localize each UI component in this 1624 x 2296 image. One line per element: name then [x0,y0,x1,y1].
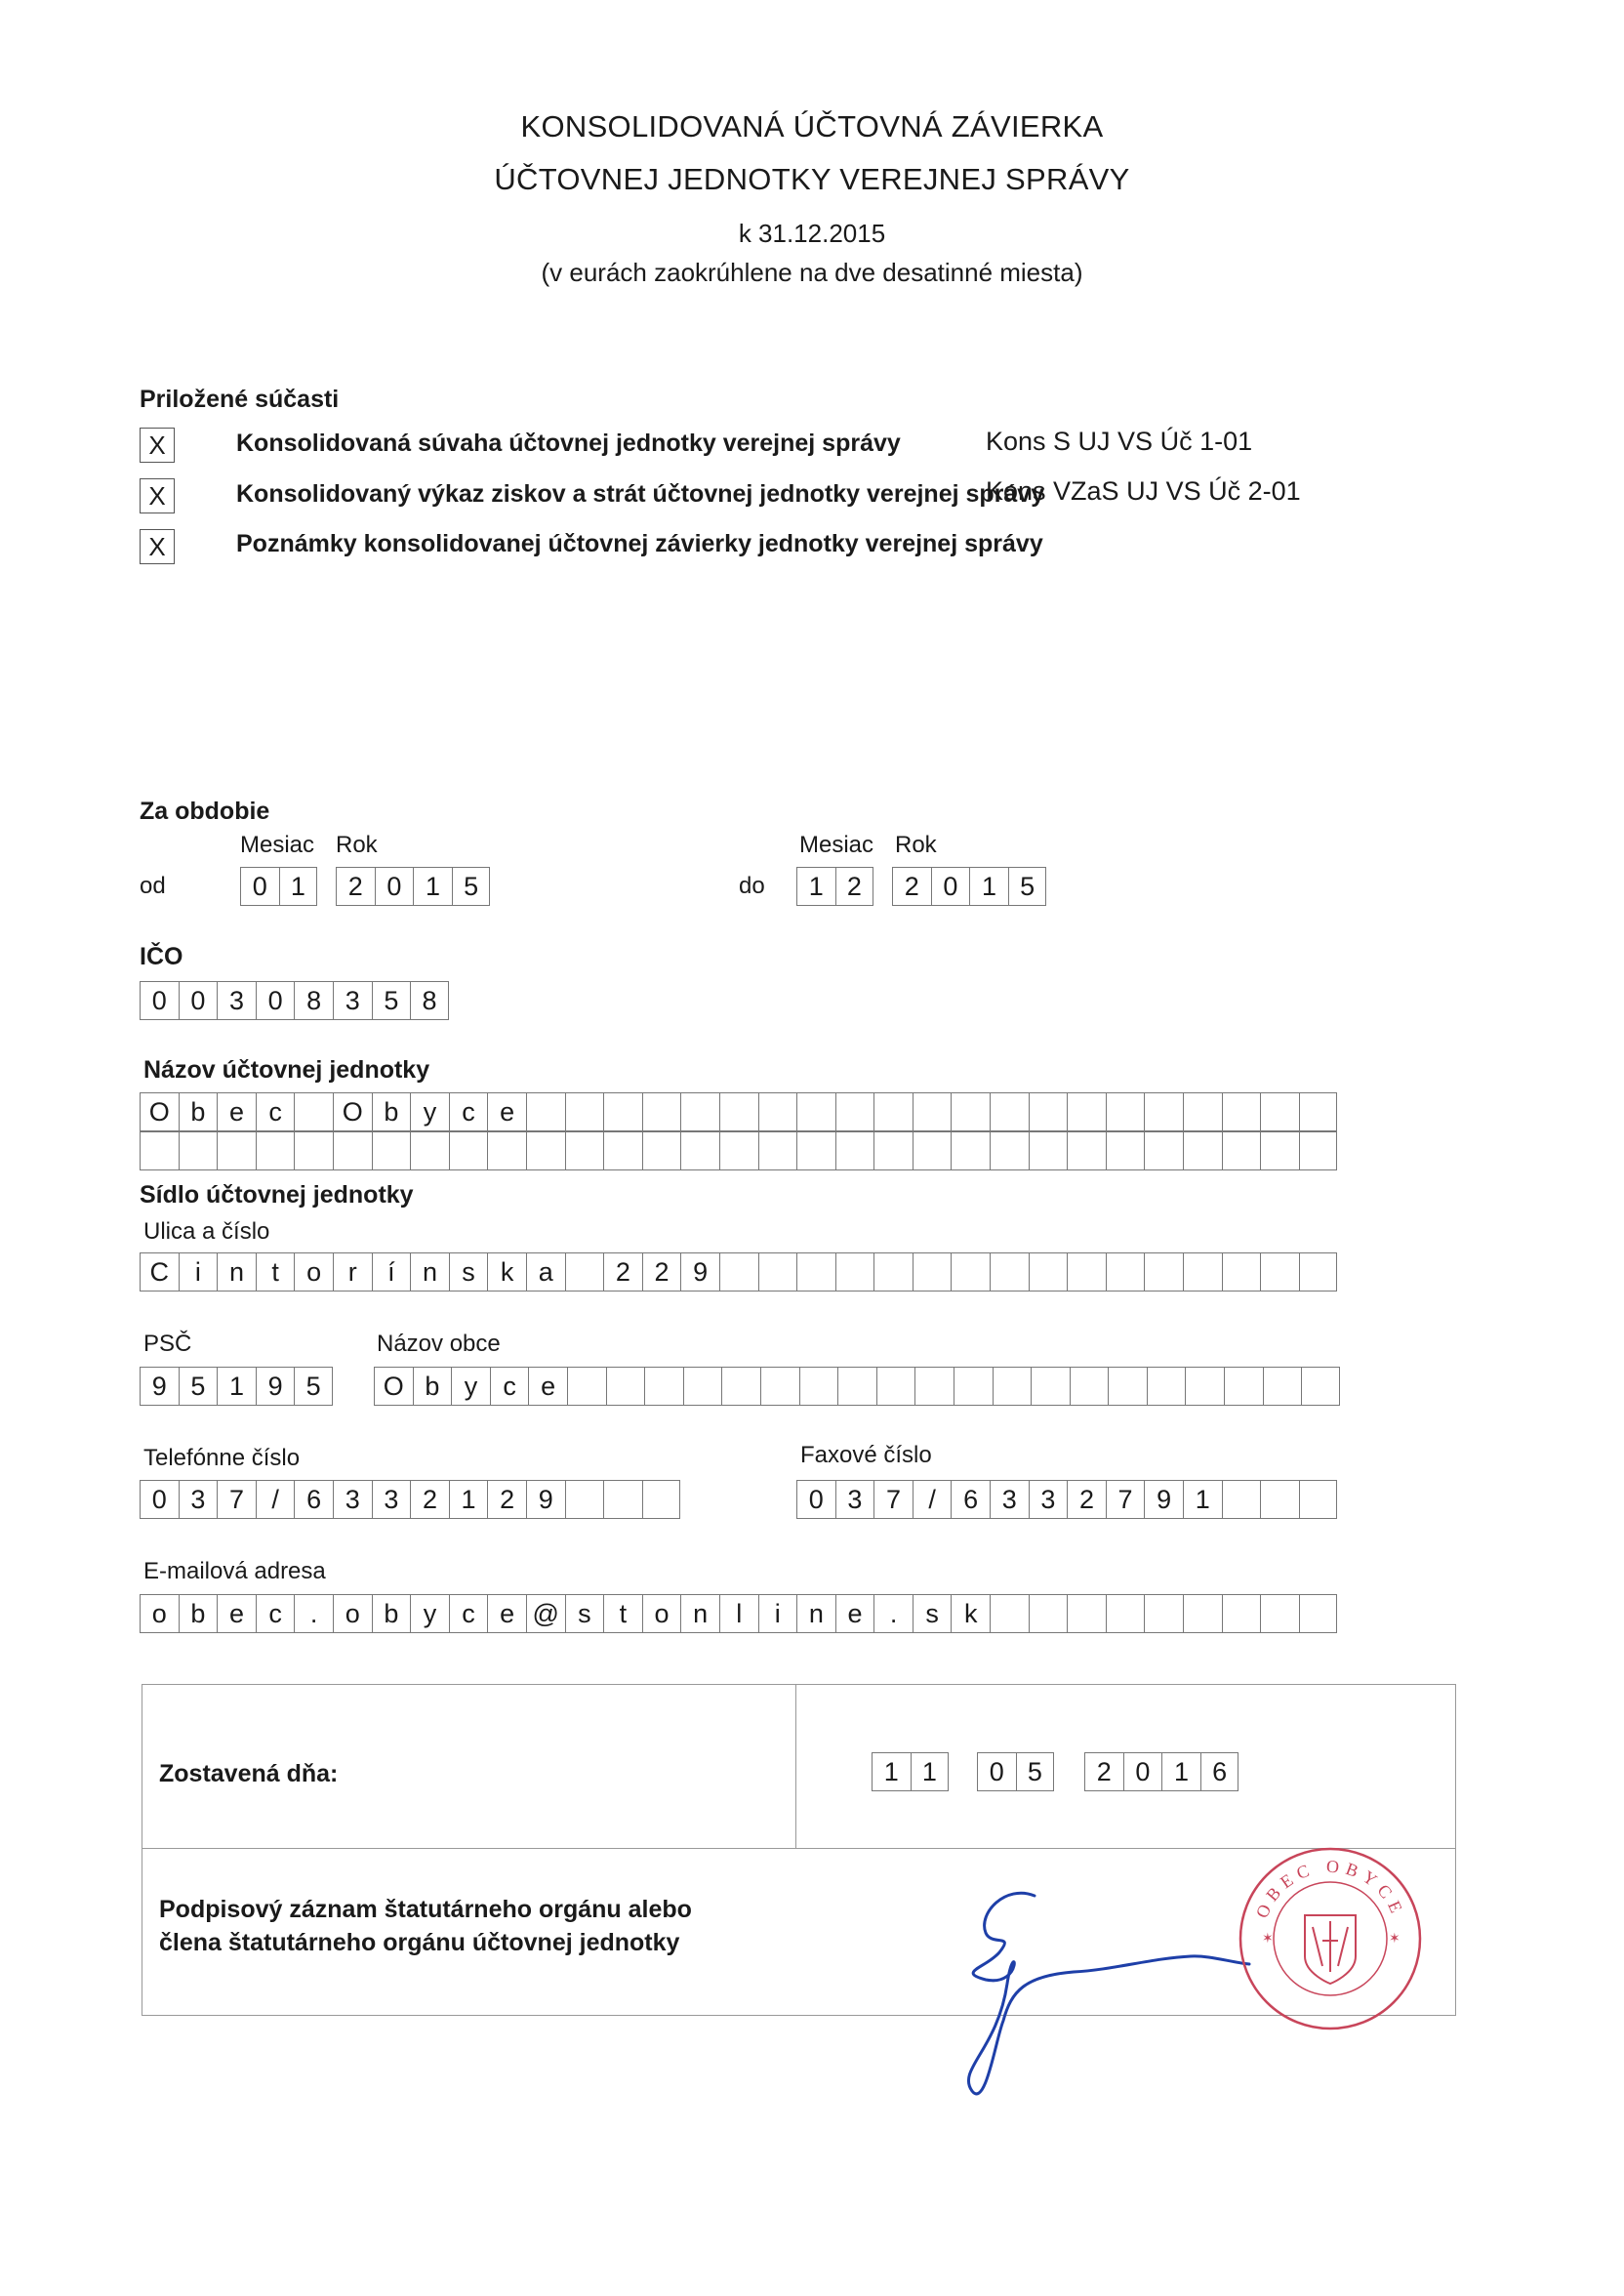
attachment-checkbox-1[interactable]: X [140,428,175,463]
char-cell [876,1367,915,1406]
char-cell: . [294,1594,333,1633]
psc-field[interactable] [140,1367,333,1406]
char-cell: n [410,1252,449,1292]
char-cell [606,1367,645,1406]
title-line-1: KONSOLIDOVANÁ ÚČTOVNÁ ZÁVIERKA [520,109,1104,144]
attachment-checkbox-2[interactable]: X [140,478,175,513]
char-cell: 8 [294,981,333,1020]
attachment-label-1: Konsolidovaná súvaha účtovnej jednotky verejnej správy [236,430,901,457]
char-cell: C [140,1252,179,1292]
char-cell: e [487,1092,526,1131]
psc-label: PSČ [143,1331,192,1357]
char-cell [1183,1252,1222,1292]
char-cell [1301,1367,1340,1406]
char-cell: @ [526,1594,565,1633]
from-year-field[interactable] [336,867,490,906]
from-month-field[interactable] [240,867,317,906]
char-cell [294,1131,333,1170]
char-cell [760,1367,799,1406]
char-cell [951,1252,990,1292]
char-cell [873,1092,913,1131]
char-cell [758,1131,797,1170]
char-cell: 0 [140,981,179,1020]
char-cell: e [217,1092,256,1131]
char-cell: 2 [1084,1752,1123,1791]
char-cell [1029,1131,1068,1170]
char-cell [1299,1092,1338,1131]
char-cell [721,1367,760,1406]
char-cell: s [449,1252,488,1292]
char-cell: 2 [336,867,375,906]
char-cell: e [217,1594,256,1633]
to-month-field[interactable] [796,867,873,906]
char-cell: 1 [1161,1752,1200,1791]
char-cell [565,1480,604,1519]
char-cell: 5 [1016,1752,1055,1791]
char-cell: 9 [526,1480,565,1519]
char-cell [449,1131,488,1170]
char-cell [1031,1367,1070,1406]
title-line-2: ÚČTOVNEJ JEDNOTKY VEREJNEJ SPRÁVY [494,162,1130,196]
char-cell: 1 [413,867,452,906]
char-cell [644,1367,683,1406]
char-cell [642,1480,681,1519]
char-cell: 6 [951,1480,990,1519]
char-cell [719,1131,758,1170]
from-year-label: Rok [336,832,378,858]
char-cell [990,1131,1029,1170]
char-cell: 2 [835,867,874,906]
char-cell [1224,1367,1263,1406]
char-cell: 0 [256,981,295,1020]
char-cell [719,1252,758,1292]
city-field[interactable] [374,1367,1340,1406]
char-cell [1144,1131,1183,1170]
char-cell: 9 [1144,1480,1183,1519]
char-cell [799,1367,838,1406]
char-cell: 7 [873,1480,913,1519]
char-cell [758,1252,797,1292]
char-cell: 3 [372,1480,411,1519]
char-cell [1106,1252,1145,1292]
char-cell: 1 [969,867,1008,906]
char-cell [1029,1252,1068,1292]
char-cell [1106,1092,1145,1131]
char-cell: O [333,1092,372,1131]
char-cell [873,1131,913,1170]
char-cell [179,1131,218,1170]
char-cell [603,1480,642,1519]
char-cell [914,1367,954,1406]
char-cell: 8 [410,981,449,1020]
char-cell [567,1367,606,1406]
char-cell [796,1131,835,1170]
char-cell [951,1092,990,1131]
char-cell [835,1092,874,1131]
entity-name-label: Názov účtovnej jednotky [143,1056,430,1084]
char-cell [758,1092,797,1131]
char-cell: 9 [140,1367,179,1406]
char-cell: 3 [990,1480,1029,1519]
char-cell [913,1252,952,1292]
char-cell: 9 [680,1252,719,1292]
char-cell: b [372,1092,411,1131]
char-cell [642,1131,681,1170]
attachment-checkbox-3[interactable]: X [140,529,175,564]
char-cell [1067,1092,1106,1131]
char-cell [1067,1594,1106,1633]
char-cell: 3 [217,981,256,1020]
street-field[interactable] [140,1252,1337,1292]
municipal-stamp [1235,1843,1426,2034]
char-cell: 5 [372,981,411,1020]
char-cell [526,1131,565,1170]
char-cell [1183,1092,1222,1131]
char-cell: 2 [410,1480,449,1519]
attachment-code-2: Kons VZaS UJ VS Úč 2-01 [986,476,1301,506]
char-cell: b [413,1367,452,1406]
char-cell [1183,1131,1222,1170]
char-cell: . [873,1594,913,1633]
ico-label: IČO [140,943,183,970]
char-cell: 3 [333,1480,372,1519]
char-cell: a [526,1252,565,1292]
compiled-label: Zostavená dňa: [159,1760,339,1787]
to-year-label: Rok [895,832,937,858]
char-cell [1299,1594,1338,1633]
period-heading: Za obdobie [140,798,270,825]
char-cell: / [913,1480,952,1519]
char-cell: e [835,1594,874,1633]
char-cell: O [374,1367,413,1406]
email-field[interactable] [140,1594,1337,1633]
char-cell: 1 [217,1367,256,1406]
report-date: k 31.12.2015 [738,219,886,248]
char-cell: 2 [487,1480,526,1519]
char-cell: 0 [931,867,970,906]
char-cell [1299,1131,1338,1170]
char-cell: n [680,1594,719,1633]
char-cell: í [372,1252,411,1292]
char-cell: 9 [256,1367,295,1406]
char-cell: s [565,1594,604,1633]
phone-label: Telefónne číslo [143,1445,301,1471]
char-cell [140,1131,179,1170]
char-cell: y [451,1367,490,1406]
char-cell [993,1367,1032,1406]
char-cell: O [140,1092,179,1131]
char-cell: 5 [294,1367,333,1406]
char-cell: b [179,1092,218,1131]
to-month-label: Mesiac [799,832,874,858]
char-cell: 1 [1183,1480,1222,1519]
char-cell: c [449,1594,488,1633]
char-cell: o [642,1594,681,1633]
char-cell [990,1252,1029,1292]
char-cell [372,1131,411,1170]
from-month-label: Mesiac [240,832,315,858]
char-cell [1222,1480,1261,1519]
compiled-day-field[interactable] [872,1752,949,1791]
char-cell [256,1131,295,1170]
char-cell: 1 [796,867,835,906]
from-label: od [140,873,166,899]
char-cell: 5 [1008,867,1047,906]
char-cell: 0 [796,1480,835,1519]
char-cell [1260,1480,1299,1519]
char-cell: 3 [1029,1480,1068,1519]
char-cell: 3 [333,981,372,1020]
ico-field[interactable] [140,981,449,1020]
char-cell [1185,1367,1224,1406]
signature [917,1874,1269,2109]
char-cell: k [951,1594,990,1633]
char-cell [1222,1131,1261,1170]
char-cell: 6 [1200,1752,1239,1791]
entity-name-row-2[interactable] [140,1131,1337,1170]
char-cell [333,1131,372,1170]
char-cell [1260,1252,1299,1292]
char-cell [1144,1092,1183,1131]
char-cell [1070,1367,1109,1406]
char-cell: 2 [642,1252,681,1292]
char-cell [1260,1131,1299,1170]
char-cell [796,1092,835,1131]
char-cell [1029,1594,1068,1633]
char-cell [837,1367,876,1406]
char-cell: o [140,1594,179,1633]
char-cell: i [758,1594,797,1633]
char-cell [1222,1594,1261,1633]
char-cell [565,1131,604,1170]
signature-stroke [968,1893,1249,2094]
char-cell: k [487,1252,526,1292]
char-cell [1106,1131,1145,1170]
char-cell [990,1092,1029,1131]
char-cell [410,1131,449,1170]
char-cell: 1 [872,1752,911,1791]
char-cell [1260,1594,1299,1633]
char-cell [873,1252,913,1292]
char-cell: 0 [1123,1752,1162,1791]
char-cell [1144,1594,1183,1633]
attachments-heading: Priložené súčasti [140,386,340,413]
char-cell [680,1131,719,1170]
char-cell: 0 [977,1752,1016,1791]
char-cell: 2 [892,867,931,906]
char-cell: 3 [179,1480,218,1519]
entity-name-row-1[interactable] [140,1092,1337,1131]
to-year-field[interactable] [892,867,1046,906]
char-cell [1222,1252,1261,1292]
char-cell: c [490,1367,529,1406]
phone-field[interactable] [140,1480,680,1519]
char-cell: y [410,1092,449,1131]
attachment-code-1: Kons S UJ VS Úč 1-01 [986,427,1253,456]
char-cell [796,1252,835,1292]
char-cell: o [333,1594,372,1633]
char-cell: l [719,1594,758,1633]
city-label: Názov obce [377,1331,501,1357]
char-cell [835,1131,874,1170]
char-cell: 7 [217,1480,256,1519]
char-cell: b [179,1594,218,1633]
char-cell: e [528,1367,567,1406]
char-cell: 2 [603,1252,642,1292]
char-cell [1108,1367,1147,1406]
char-cell [913,1092,952,1131]
char-cell [487,1131,526,1170]
char-cell: t [603,1594,642,1633]
char-cell [526,1092,565,1131]
char-cell: 1 [449,1480,488,1519]
char-cell [642,1092,681,1131]
char-cell [565,1252,604,1292]
char-cell: n [796,1594,835,1633]
compiled-date-divider [795,1684,796,1848]
char-cell [1263,1367,1302,1406]
char-cell [1299,1252,1338,1292]
char-cell: 0 [179,981,218,1020]
char-cell: 1 [911,1752,950,1791]
fax-field[interactable] [796,1480,1337,1519]
currency-note: (v eurách zaokrúhlene na dve desatinné miesta) [541,258,1083,287]
char-cell [1147,1367,1186,1406]
char-cell: t [256,1252,295,1292]
char-cell [565,1092,604,1131]
char-cell [951,1131,990,1170]
char-cell: n [217,1252,256,1292]
char-cell: 5 [452,867,491,906]
char-cell: c [449,1092,488,1131]
char-cell [1183,1594,1222,1633]
char-cell [294,1092,333,1131]
char-cell [835,1252,874,1292]
char-cell: 5 [179,1367,218,1406]
char-cell [1222,1092,1261,1131]
char-cell: 6 [294,1480,333,1519]
char-cell: c [256,1092,295,1131]
char-cell [217,1131,256,1170]
char-cell: b [372,1594,411,1633]
char-cell: 1 [279,867,318,906]
char-cell: 0 [140,1480,179,1519]
char-cell: 2 [1067,1480,1106,1519]
email-label: E-mailová adresa [143,1558,326,1584]
char-cell [954,1367,993,1406]
fax-label: Faxové číslo [800,1442,932,1468]
char-cell: i [179,1252,218,1292]
char-cell [990,1594,1029,1633]
char-cell: e [487,1594,526,1633]
compiled-year-field[interactable] [1084,1752,1238,1791]
char-cell: 3 [835,1480,874,1519]
char-cell [1260,1092,1299,1131]
char-cell [913,1131,952,1170]
char-cell [1067,1131,1106,1170]
char-cell: 0 [375,867,414,906]
svg-text:✶: ✶ [1389,1931,1401,1947]
char-cell [683,1367,722,1406]
to-label: do [739,873,765,899]
char-cell [680,1092,719,1131]
char-cell [1106,1594,1145,1633]
char-cell: s [913,1594,952,1633]
char-cell [719,1092,758,1131]
char-cell: c [256,1594,295,1633]
char-cell: y [410,1594,449,1633]
svg-text:✶: ✶ [1262,1931,1274,1947]
attachment-label-2: Konsolidovaný výkaz ziskov a strát účtovnej jednotky verejnej správy [236,480,1045,508]
stamp-text: OBEC OBYCE [1251,1856,1409,1921]
attachment-label-3: Poznámky konsolidovanej účtovnej závierky jednotky verejnej správy [236,530,1043,557]
compiled-month-field[interactable] [977,1752,1054,1791]
char-cell: o [294,1252,333,1292]
signature-label-line-1: Podpisový záznam štatutárneho orgánu alebo [159,1896,692,1923]
char-cell [1144,1252,1183,1292]
char-cell: 7 [1106,1480,1145,1519]
char-cell [1029,1092,1068,1131]
char-cell: / [256,1480,295,1519]
char-cell [603,1092,642,1131]
char-cell [603,1131,642,1170]
char-cell: 0 [240,867,279,906]
char-cell: r [333,1252,372,1292]
char-cell [1067,1252,1106,1292]
street-label: Ulica a číslo [143,1218,270,1245]
char-cell [1299,1480,1338,1519]
seat-label: Sídlo účtovnej jednotky [140,1181,414,1209]
signature-label-line-2: člena štatutárneho orgánu účtovnej jednotky [159,1929,680,1956]
